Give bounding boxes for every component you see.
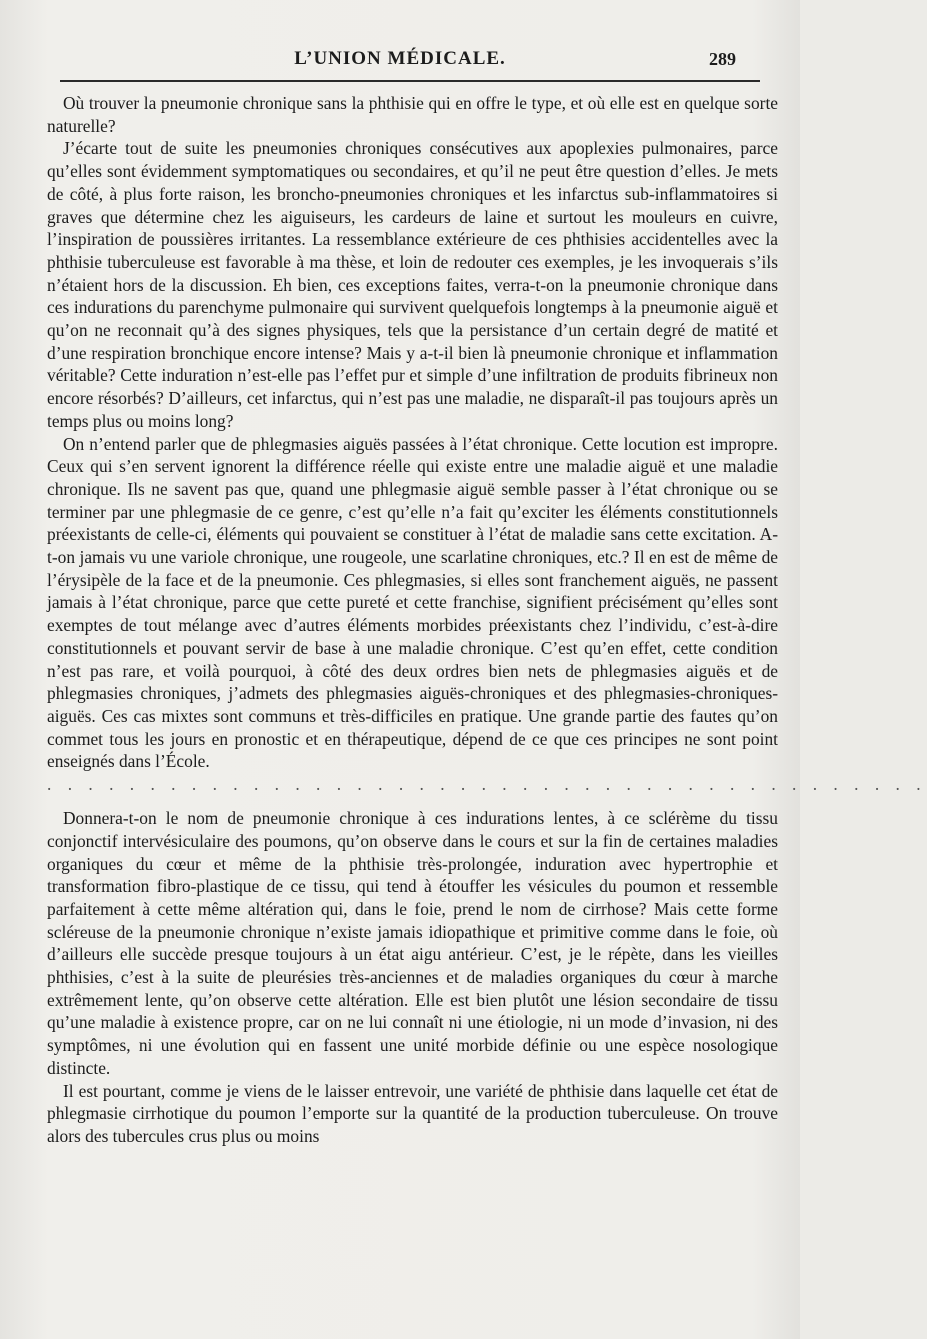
running-title: L’UNION MÉDICALE. (294, 48, 506, 69)
ellipsis-separator: . . . . . . . . . . . . . . . . . . . . . . . . . . . . . . . . . . . . . . . . . . . (47, 774, 927, 795)
paragraph-5: Il est pourtant, comme je viens de le laisser entrevoir, une variété de phthisie dans laquelle cet état de phlegmasie cirrhotique du poumon l’emporte sur la quantité de la production tuberculeuse. On trouve alors des tubercules crus plus ou moins (47, 1080, 778, 1146)
page-number: 289 (709, 49, 736, 69)
paragraph-2: J’écarte tout de suite les pneumonies chroniques consécutives aux apoplexies pulmonaires, parce qu’elles sont évidemment symptomatiques ou secondaires, et qu’il ne peut être question d’elles. Je mets de côté, à plus forte raison, les broncho-pneumonies chroniques et les infarctus sub-inflammatoires si graves que détermine chez les aiguiseurs, les cardeurs de laine et surtout les mouleurs en cuivre, l’inspiration de poussières irritantes. La ressemblance extérieure de ces phthisies accidentelles avec la phthisie tuberculeuse est favorable à ma thèse, et loin de redouter ces exemples, je les invoquerais s’ils n’étaient hors de la discussion. Eh bien, ces exceptions faites, verra-t-on la pneumonie chronique dans ces indurations du parenchyme pulmonaire qui survivent quelquefois longtemps à la pneumonie aiguë et qu’on ne reconnait qu’à des signes physiques, tels que la persistance d’un certain degré de matité et d’une respiration bronchique encore intense? Mais y a-t-il bien là pneumonie chronique et inflammation véritable? Cette induration n’est-elle pas l’effet pur et simple d’une infiltration de produits fibrineux non encore résorbés? D’ailleurs, cet infarctus, qui n’est pas une maladie, ne disparaît-il pas toujours après un temps plus ou moins long? (47, 138, 778, 431)
body-text (47, 92, 927, 1148)
running-head (48, 44, 752, 74)
paragraph-4: Donnera-t-on le nom de pneumonie chronique à ces indurations lentes, à ce sclérème du tissu conjonctif intervésiculaire des poumons, qu’on observe dans le cours et sur la fin de certaines maladies organiques du cœur et même de la phthisie très-prolongée, induration avec hypertrophie et transformation fibro-plastique de ce tissu, qui tend à étouffer les vésicules du poumon et ressemble parfaitement à cette même altération qui, dans le foie, prend le nom de cirrhose? Mais cette forme scléreuse de la pneumonie chronique n’existe jamais idiopathique et primitive comme dans le foie, où d’ailleurs elle succède presque toujours à un état aigu antérieur. C’est, je le répète, dans les vieilles phthisies, c’est à la suite de pleurésies très-anciennes et de maladies organiques du cœur à marche extrêmement lente, qu’on observe cette altération. Elle est bien plutôt une lésion secondaire de tissu qu’une maladie à existence propre, car on ne lui connaît ni une étiologie, ni un mode d’invasion, ni des symptômes, ni une évolution qui en fassent une unité morbide définie ou une espèce nosologique distincte. (47, 808, 778, 1078)
paragraph-3: On n’entend parler que de phlegmasies aiguës passées à l’état chronique. Cette locution est impropre. Ceux qui s’en servent ignorent la différence réelle qui existe entre une maladie aiguë et une maladie chronique. Ils ne savent pas que, quand une phlegmasie aiguë semble passer à l’état chronique ou se terminer par une phlegmasie de ce genre, c’est qu’elle n’a fait qu’exciter les éléments constitutionnels préexistants de celle-ci, éléments qui pouvaient se constituer à l’état de maladie sans cette excitation. A-t-on jamais vu une variole chronique, une rougeole, une scarlatine chroniques, etc.? Il en est de même de l’érysipèle de la face et de la pneumonie. Ces phlegmasies, si elles sont franchement aiguës, ne passent jamais à l’état chronique, parce que cette pureté et cette franchise, signifient précisément qu’elles sont exemptes de tout mélange avec d’autres éléments morbides préexistants chez l’individu, c’est-à-dire constitutionnels et pouvant servir de base à une maladie chronique. C’est qu’en effet, cette condition n’est pas rare, et voilà pourquoi, à côté des deux ordres bien nets de phlegmasies aiguës et de phlegmasies chroniques, j’admets des phlegmasies aiguës-chroniques et des phlegmasies-chroniques-aiguës. Ces cas mixtes sont communs et très-difficiles en pratique. Une grande partie des fautes qu’on commet tous les jours en pronostic et en thérapeutique, dépend de ce que ces principes ne sont point enseignés dans l’École. (47, 433, 778, 772)
header-rule (60, 80, 760, 82)
paragraph-1: Où trouver la pneumonie chronique sans la phthisie qui en offre le type, et où elle est en quelque sorte naturelle? (47, 93, 778, 136)
